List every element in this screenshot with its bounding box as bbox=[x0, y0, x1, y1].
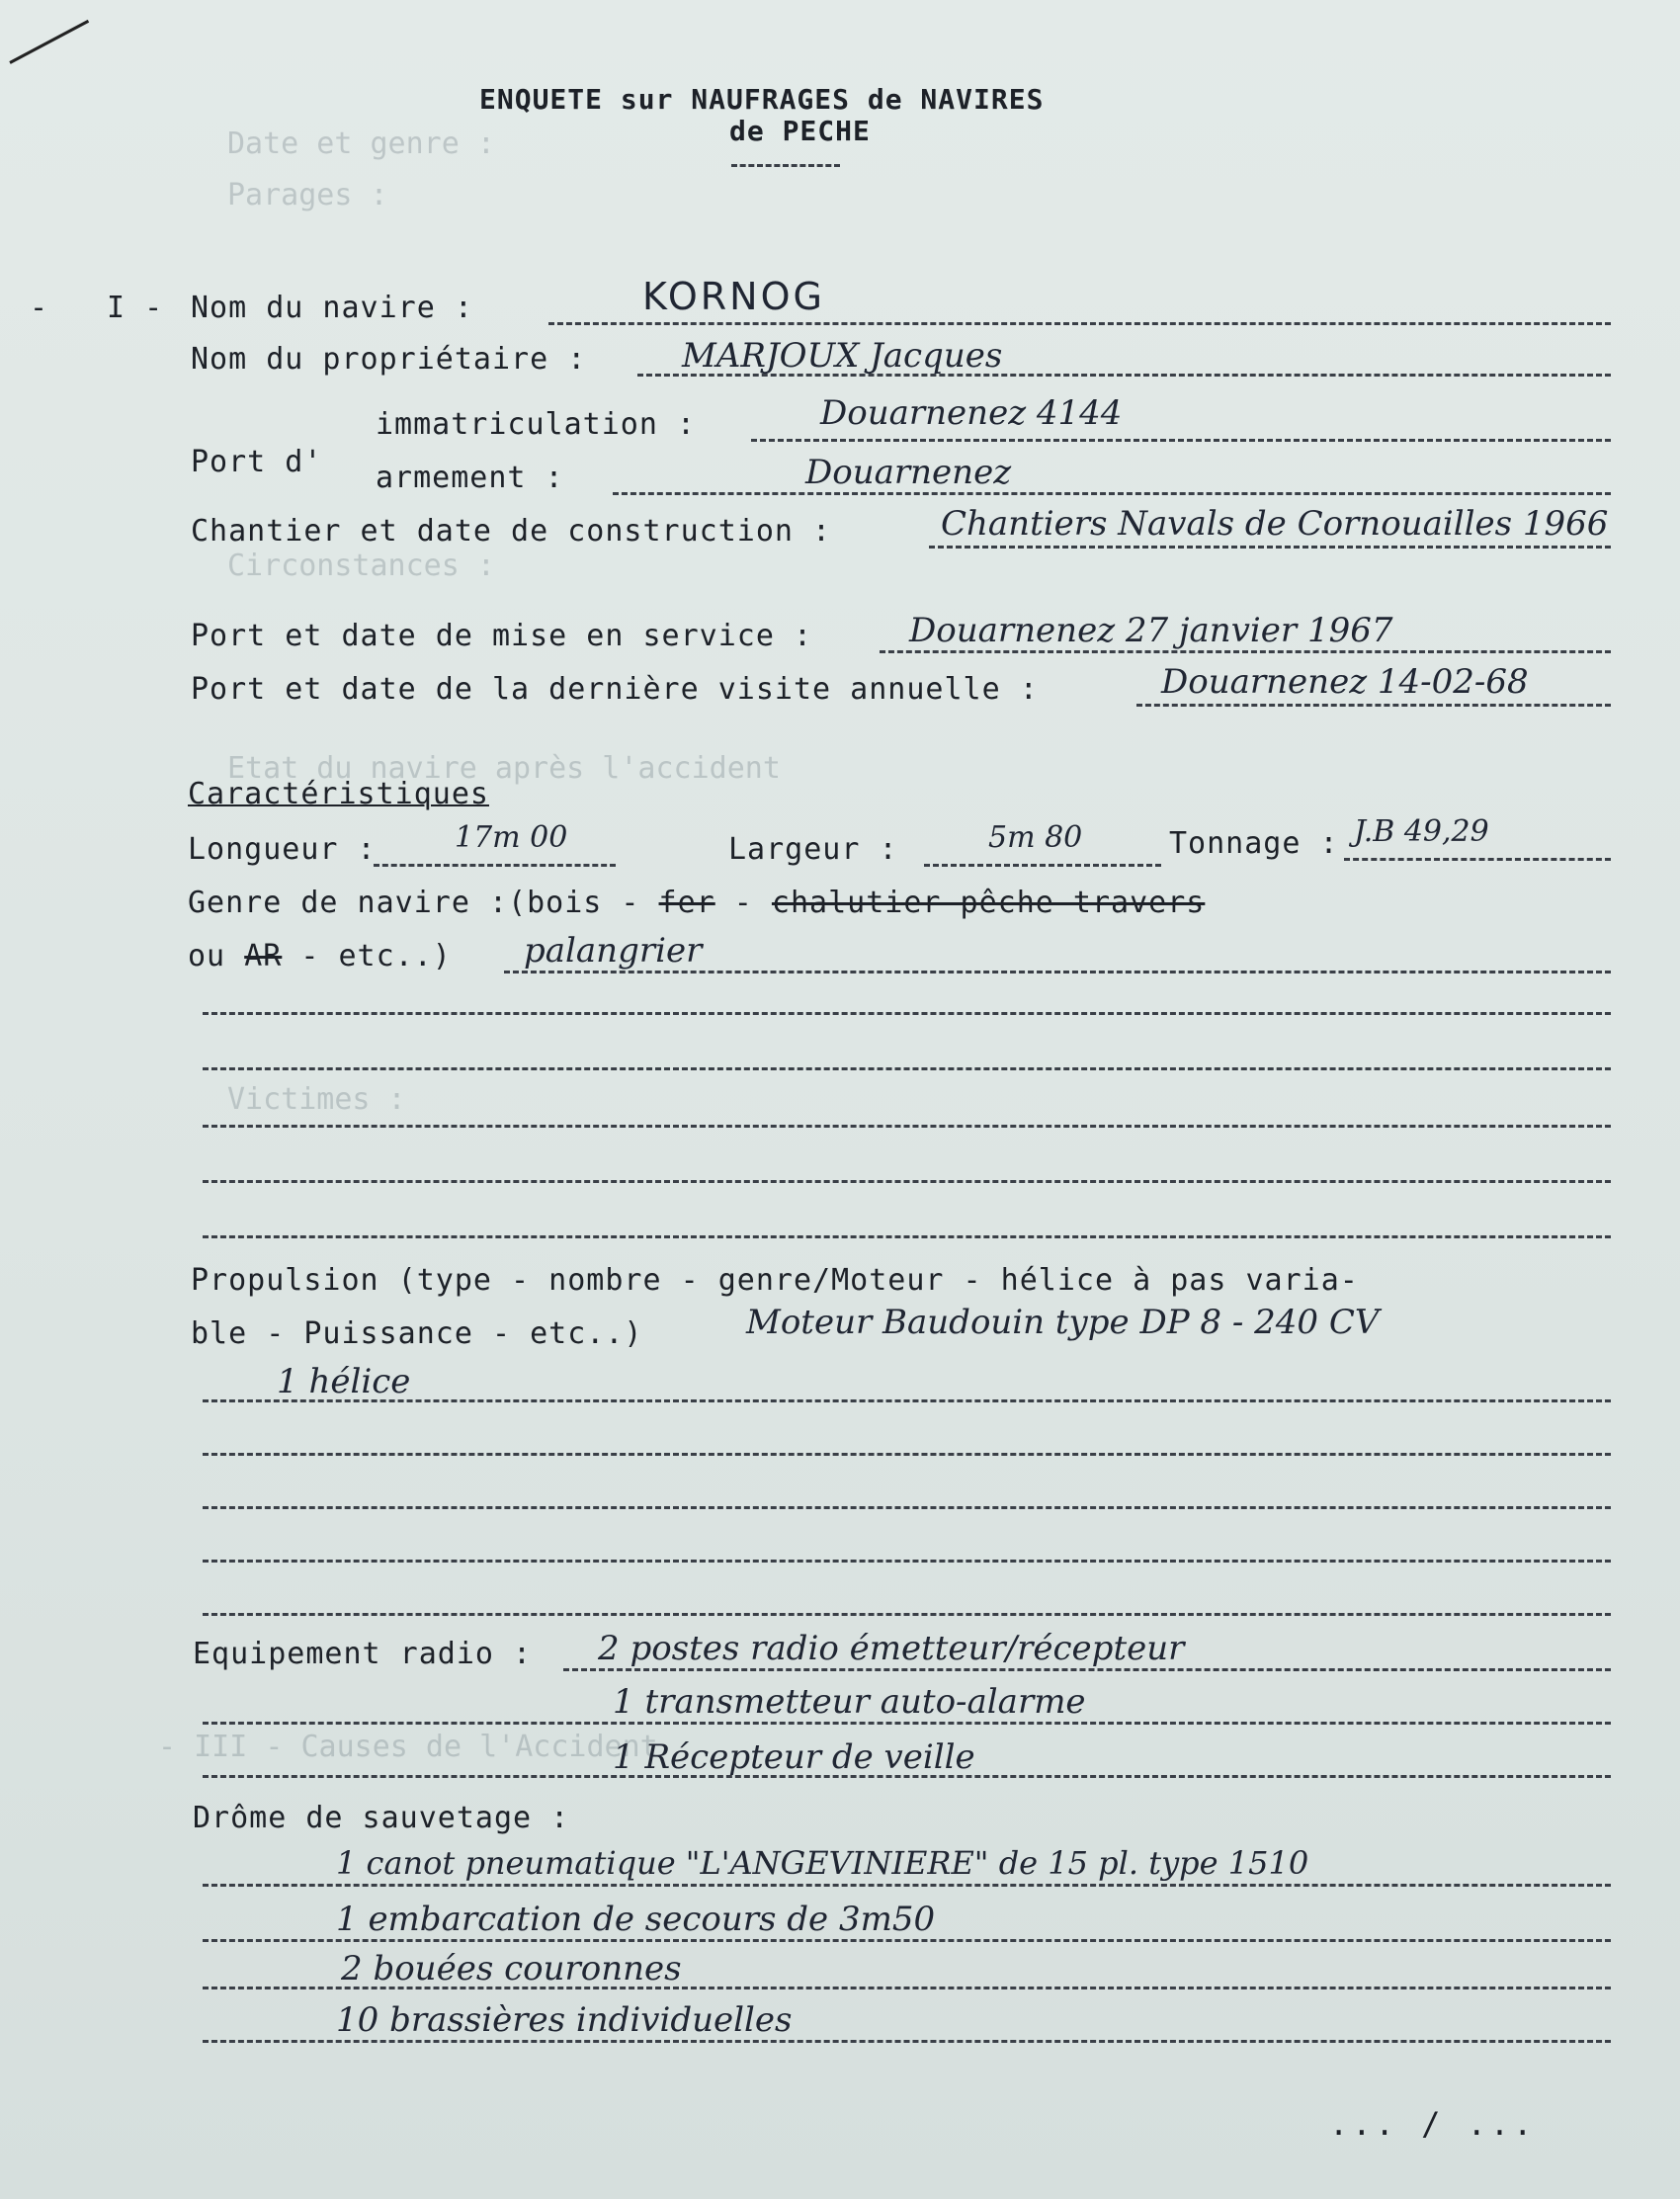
genre-label-line2 bbox=[188, 939, 452, 973]
genre-value: palangrier bbox=[524, 931, 703, 971]
continuation-mark: ... / ... bbox=[1329, 2105, 1537, 2143]
radio-item-1: 2 postes radio émetteur/récepteur bbox=[598, 1629, 1185, 1668]
section-dash: - bbox=[30, 291, 49, 325]
bleed-through: Etat du navire après l'accident bbox=[227, 751, 781, 786]
blank-line bbox=[203, 1067, 1611, 1070]
registration-label: immatriculation : bbox=[376, 407, 697, 442]
armement-label: armement : bbox=[376, 461, 564, 495]
last-visit-label: Port et date de la dernière visite annuelle : bbox=[191, 672, 1039, 707]
tonnage-value: J.B 49,29 bbox=[1354, 814, 1489, 849]
lifesaving-line bbox=[203, 1884, 1611, 1887]
blank-line bbox=[203, 1560, 1611, 1563]
bleed-through: - III - Causes de l'Accident bbox=[158, 1730, 658, 1764]
last-visit-line bbox=[1136, 704, 1611, 707]
owner-label: Nom du propriétaire : bbox=[191, 342, 587, 377]
genre-line bbox=[504, 971, 1611, 973]
service-value: Douarnenez 27 janvier 1967 bbox=[909, 611, 1393, 650]
width-value: 5m 80 bbox=[988, 820, 1083, 855]
armement-value: Douarnenez bbox=[805, 453, 1012, 492]
blank-line bbox=[203, 1613, 1611, 1616]
document-title-line1: ENQUETE sur NAUFRAGES de NAVIRES bbox=[479, 83, 1045, 116]
section-number: I - bbox=[107, 291, 164, 325]
lifesaving-item-2: 1 embarcation de secours de 3m50 bbox=[336, 1900, 936, 1939]
blank-line bbox=[203, 1125, 1611, 1128]
ship-name-label: Nom du navire : bbox=[191, 291, 473, 325]
registration-value: Douarnenez 4144 bbox=[820, 393, 1123, 433]
construction-value: Chantiers Navals de Cornouailles 1966 bbox=[941, 504, 1609, 544]
radio-line bbox=[203, 1722, 1611, 1725]
length-label: Longueur : bbox=[188, 832, 377, 867]
lifesaving-item-3: 2 bouées couronnes bbox=[341, 1949, 682, 1988]
genre-label-part: Genre de navire :(bois - bbox=[188, 886, 640, 920]
port-prefix-label: Port d' bbox=[191, 445, 323, 479]
length-value: 17m 00 bbox=[455, 820, 568, 855]
lifesaving-line bbox=[203, 2040, 1611, 2043]
bleed-through: Victimes : bbox=[227, 1082, 406, 1117]
blank-line bbox=[203, 1506, 1611, 1509]
title-underline bbox=[731, 164, 840, 167]
lifesaving-label: Drôme de sauvetage : bbox=[193, 1801, 570, 1835]
propulsion-value-line2: 1 hélice bbox=[277, 1362, 411, 1401]
genre-label bbox=[188, 886, 1205, 920]
construction-label: Chantier et date de construction : bbox=[191, 514, 832, 549]
ship-name-value: KORNOG bbox=[642, 275, 825, 318]
genre-label-part: - bbox=[733, 886, 753, 920]
construction-line bbox=[929, 546, 1611, 549]
width-label: Largeur : bbox=[728, 832, 898, 867]
genre-label-part: - etc..) bbox=[300, 939, 452, 973]
document-title-line2: de PECHE bbox=[729, 115, 871, 147]
service-line bbox=[880, 650, 1611, 653]
last-visit-value: Douarnenez 14-02-68 bbox=[1161, 662, 1529, 702]
width-line bbox=[924, 864, 1161, 867]
tonnage-line bbox=[1344, 858, 1611, 861]
characteristics-heading: Caractéristiques bbox=[188, 777, 489, 811]
bleed-through: Circonstances : bbox=[227, 549, 495, 583]
genre-struck-option: chalutier pêche travers bbox=[771, 886, 1206, 920]
blank-line bbox=[203, 1235, 1611, 1238]
radio-item-3: 1 Récepteur de veille bbox=[613, 1737, 975, 1777]
radio-line bbox=[563, 1668, 1611, 1671]
lifesaving-item-4: 10 brassières individuelles bbox=[336, 2000, 793, 2040]
bleed-through: Parages : bbox=[227, 178, 388, 212]
propulsion-value-line1: Moteur Baudouin type DP 8 - 240 CV bbox=[746, 1303, 1380, 1342]
owner-value: MARJOUX Jacques bbox=[682, 336, 1003, 376]
armement-line bbox=[613, 492, 1611, 495]
tonnage-label: Tonnage : bbox=[1169, 826, 1339, 861]
pen-mark bbox=[9, 20, 89, 64]
bleed-through: Date et genre : bbox=[227, 127, 495, 161]
lifesaving-item-1: 1 canot pneumatique "L'ANGEVINIERE" de 15 pl. type 1510 bbox=[336, 1844, 1309, 1882]
service-label: Port et date de mise en service : bbox=[191, 619, 813, 653]
length-line bbox=[374, 864, 616, 867]
ship-name-line bbox=[548, 322, 1611, 325]
genre-label-part: ou bbox=[188, 939, 226, 973]
genre-struck-option: fer bbox=[658, 886, 715, 920]
blank-line bbox=[203, 1453, 1611, 1456]
propulsion-line bbox=[203, 1399, 1611, 1402]
blank-line bbox=[203, 1180, 1611, 1183]
genre-struck-option: AR bbox=[244, 939, 283, 973]
lifesaving-line bbox=[203, 1939, 1611, 1942]
propulsion-label-line2: ble - Puissance - etc..) bbox=[191, 1316, 643, 1351]
radio-item-2: 1 transmetteur auto-alarme bbox=[613, 1682, 1086, 1722]
registration-line bbox=[751, 439, 1611, 442]
blank-line bbox=[203, 1012, 1611, 1015]
radio-label: Equipement radio : bbox=[193, 1637, 533, 1671]
propulsion-label-line1: Propulsion (type - nombre - genre/Moteur - hélice à pas varia- bbox=[191, 1263, 1359, 1298]
